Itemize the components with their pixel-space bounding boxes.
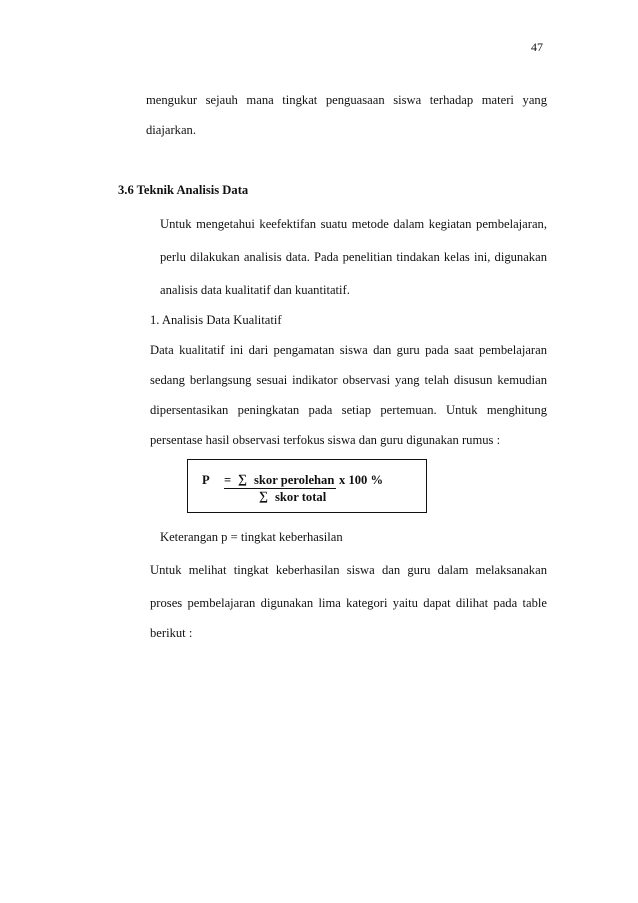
formula-denominator: skor total [275,490,327,504]
page-number: 47 [531,40,543,54]
paragraph-line: Untuk mengetahui keefektifan suatu metode dalam kegiatan pembelajaran, [160,217,547,231]
paragraph-line: dipersentasikan peningkatan pada setiap pertemuan. Untuk menghitung [150,403,547,417]
paragraph-line: mengukur sejauh mana tingkat penguasaan siswa terhadap materi yang [146,93,547,107]
formula-note: Keterangan p = tingkat keberhasilan [160,530,343,544]
formula-lhs: P [202,473,210,487]
paragraph-line: sedang berlangsung sesuai indikator observasi yang telah disusun kemudian [150,373,547,387]
paragraph-line: diajarkan. [146,123,196,137]
formula-multiplier: x 100 % [339,473,384,487]
paragraph-line: perlu dilakukan analisis data. Pada penelitian tindakan kelas ini, digunakan [160,250,547,264]
subsection-heading: 1. Analisis Data Kualitatif [150,313,282,327]
paragraph-line: persentase hasil observasi terfokus siswa dan guru digunakan rumus : [150,433,501,447]
section-heading: 3.6 Teknik Analisis Data [118,183,249,197]
sum-symbol-numerator: ∑ [238,472,247,486]
paragraph-line: proses pembelajaran digunakan lima kategori yaitu dapat dilihat pada table [150,596,547,610]
paragraph-line: berikut : [150,626,193,640]
formula-box [187,459,427,513]
paragraph-line: Untuk melihat tingkat keberhasilan siswa dan guru dalam melaksanakan [150,563,547,577]
paragraph-line: analisis data kualitatif dan kuantitatif. [160,283,350,297]
formula-equals: = [224,473,232,487]
formula-numerator: skor perolehan [254,473,335,487]
fraction-line [224,488,336,489]
sum-symbol-denominator: ∑ [259,489,268,503]
paragraph-line: Data kualitatif ini dari pengamatan siswa dan guru pada saat pembelajaran [150,343,547,357]
